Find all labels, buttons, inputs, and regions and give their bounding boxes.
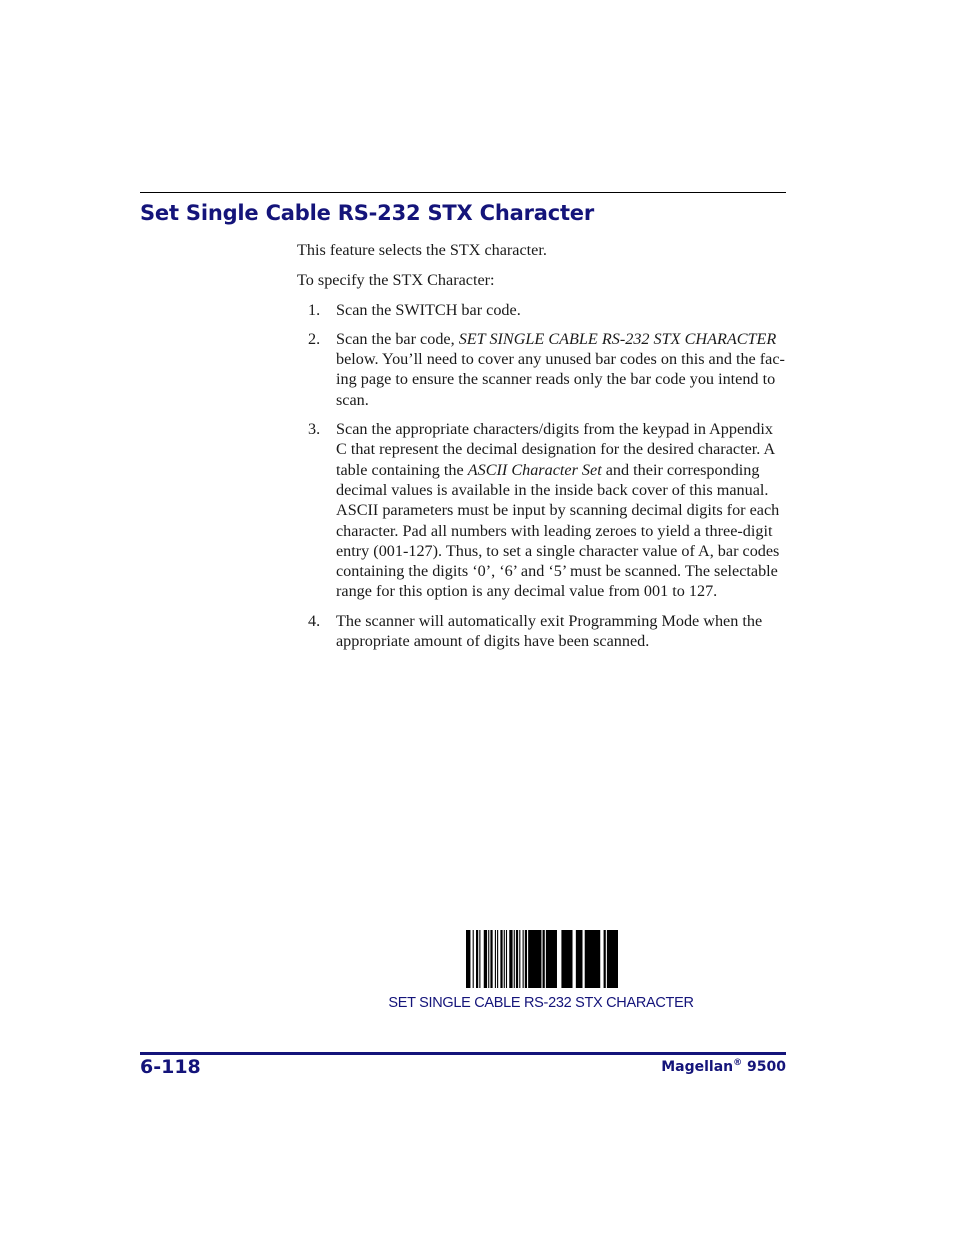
lead-paragraph: To specify the STX Character: <box>297 270 495 289</box>
barcode-bar <box>484 930 487 988</box>
barcode-bar <box>514 930 515 988</box>
product-model: 9500 <box>742 1059 786 1075</box>
step-number: 4. <box>308 611 321 630</box>
barcode-bar <box>543 930 545 988</box>
barcode-bar <box>523 930 524 988</box>
barcode-bar <box>546 930 557 988</box>
step-item <box>297 611 787 652</box>
barcode-bar <box>509 930 512 988</box>
barcode-bar <box>525 930 527 988</box>
barcode-bar <box>466 930 470 988</box>
step-number: 3. <box>308 420 321 439</box>
step-text-emphasis: SET SINGLE CABLE RS-232 STX CHARACTER <box>458 329 777 348</box>
step-text: The scanner will automatically exit Programming Mode when the appropriate amount of digits have been scanned. <box>336 611 763 651</box>
header-rule <box>140 192 786 193</box>
barcode-bar <box>528 930 541 988</box>
product-name <box>661 1058 786 1075</box>
section-title: Set Single Cable RS-232 STX Character <box>140 201 594 225</box>
barcode-bar <box>473 930 474 988</box>
step-text-post: below. You’ll need to cover any unused bar codes on this and the fac-ing page to ensure the scanner reads only the bar code you intend to scan. <box>336 350 785 409</box>
step-item <box>297 419 787 602</box>
barcode-bar <box>479 930 480 988</box>
barcode-bar <box>585 930 601 988</box>
barcode-bar <box>476 930 478 988</box>
step-item <box>297 329 787 410</box>
page-number: 6-118 <box>140 1056 201 1078</box>
step-text-pre: Scan the appropriate characters/digits from the keypad in Appendix C that represent the decimal designation for the desired character. A table containing the <box>336 420 775 479</box>
barcode-bar <box>506 930 507 988</box>
step-number: 1. <box>308 300 321 319</box>
registered-mark: ® <box>733 1058 743 1068</box>
step-text <box>336 419 787 602</box>
barcode-bar <box>504 930 505 988</box>
step-item <box>297 300 787 320</box>
steps-list <box>297 300 787 652</box>
step-number: 2. <box>308 329 321 348</box>
step-text: Scan the SWITCH bar code. <box>336 300 521 319</box>
step-text <box>336 329 787 410</box>
barcode-bar <box>516 930 518 988</box>
body-text <box>297 240 787 660</box>
barcode-bar <box>495 930 496 988</box>
barcode-bar <box>607 930 618 988</box>
footer-rule <box>140 1052 786 1055</box>
barcode-bar <box>490 930 492 988</box>
step-text-post: and their corresponding decimal values is available in the inside back cover of this manual. ASCII parameters must be input by scanning decimal digits for each character. Pad all numbers with leading zeroes to yield a three-digit entry (001-127). Thus, to set a single character value of A, bar codes containing the digits ‘0’, ‘6’ and ‘5’ must be scanned. The selectable range for this option is any decimal value from 001 to 127. <box>336 460 780 601</box>
step-text-pre: Scan the bar code, <box>336 329 459 348</box>
step-text-emphasis: ASCII Character Set <box>467 460 602 479</box>
barcode-bar <box>488 930 489 988</box>
barcode-bar <box>497 930 498 988</box>
barcode-icon <box>466 930 618 988</box>
barcode-bar <box>519 930 520 988</box>
barcode-bar <box>500 930 502 988</box>
intro-paragraph: This feature selects the STX character. <box>297 241 547 259</box>
barcode-caption: SET SINGLE CABLE RS-232 STX CHARACTER <box>388 995 694 1011</box>
barcode-bar <box>604 930 606 988</box>
barcode-bar <box>561 930 572 988</box>
product-brand: Magellan <box>661 1059 734 1075</box>
barcode-bar <box>576 930 583 988</box>
